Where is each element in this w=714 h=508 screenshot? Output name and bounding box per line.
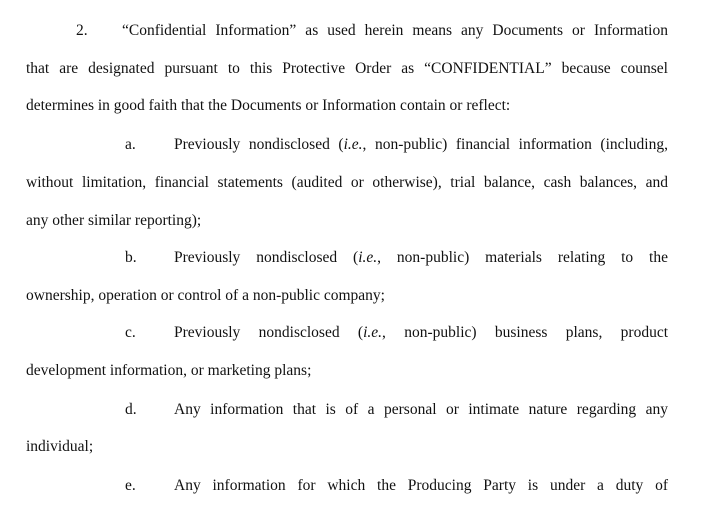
item-a-label: a. xyxy=(125,136,136,153)
item-b-text-start: Previously nondisclosed ( xyxy=(174,249,359,266)
paragraph-number: 2. xyxy=(76,22,88,39)
paragraph-2-line-2: that are designated pursuant to this Protective Order as “CONFIDENTIAL” because counsel xyxy=(26,60,668,77)
item-e-line-1: Any information for which the Producing Party is under a duty of xyxy=(174,477,668,494)
item-b-italic: i.e. xyxy=(358,249,378,266)
item-a-text-start: Previously nondisclosed ( xyxy=(174,136,344,153)
item-c-text-start: Previously nondisclosed ( xyxy=(174,324,364,341)
item-d-line-2: individual; xyxy=(26,438,94,455)
item-b-label: b. xyxy=(125,249,137,266)
item-b-text-end: , non-public) materials relating to the xyxy=(377,249,668,266)
item-c-italic: i.e. xyxy=(363,324,383,341)
item-e-label: e. xyxy=(125,477,136,494)
item-a-italic: i.e. xyxy=(343,136,363,153)
item-a-line-2: without limitation, financial statements (audited or otherwise), trial balance, cash balances, and xyxy=(26,174,668,191)
item-c-label: c. xyxy=(125,324,136,341)
item-c-line-1 xyxy=(174,323,668,343)
item-a-line-3: any other similar reporting); xyxy=(26,212,202,229)
paragraph-2-line-3: determines in good faith that the Documents or Information contain or reflect: xyxy=(26,97,511,114)
item-c-text-end: , non-public) business plans, product xyxy=(382,324,669,341)
item-b-line-2: ownership, operation or control of a non-public company; xyxy=(26,287,385,304)
paragraph-2-line-1: “Confidential Information” as used herein means any Documents or Information xyxy=(122,22,668,39)
item-a-line-1 xyxy=(174,135,668,155)
item-c-line-2: development information, or marketing plans; xyxy=(26,362,312,379)
item-b-line-1 xyxy=(174,248,668,268)
item-d-line-1: Any information that is of a personal or intimate nature regarding any xyxy=(174,401,668,418)
item-a-text-end: , non-public) financial information (including, xyxy=(362,136,668,153)
item-d-label: d. xyxy=(125,401,137,418)
